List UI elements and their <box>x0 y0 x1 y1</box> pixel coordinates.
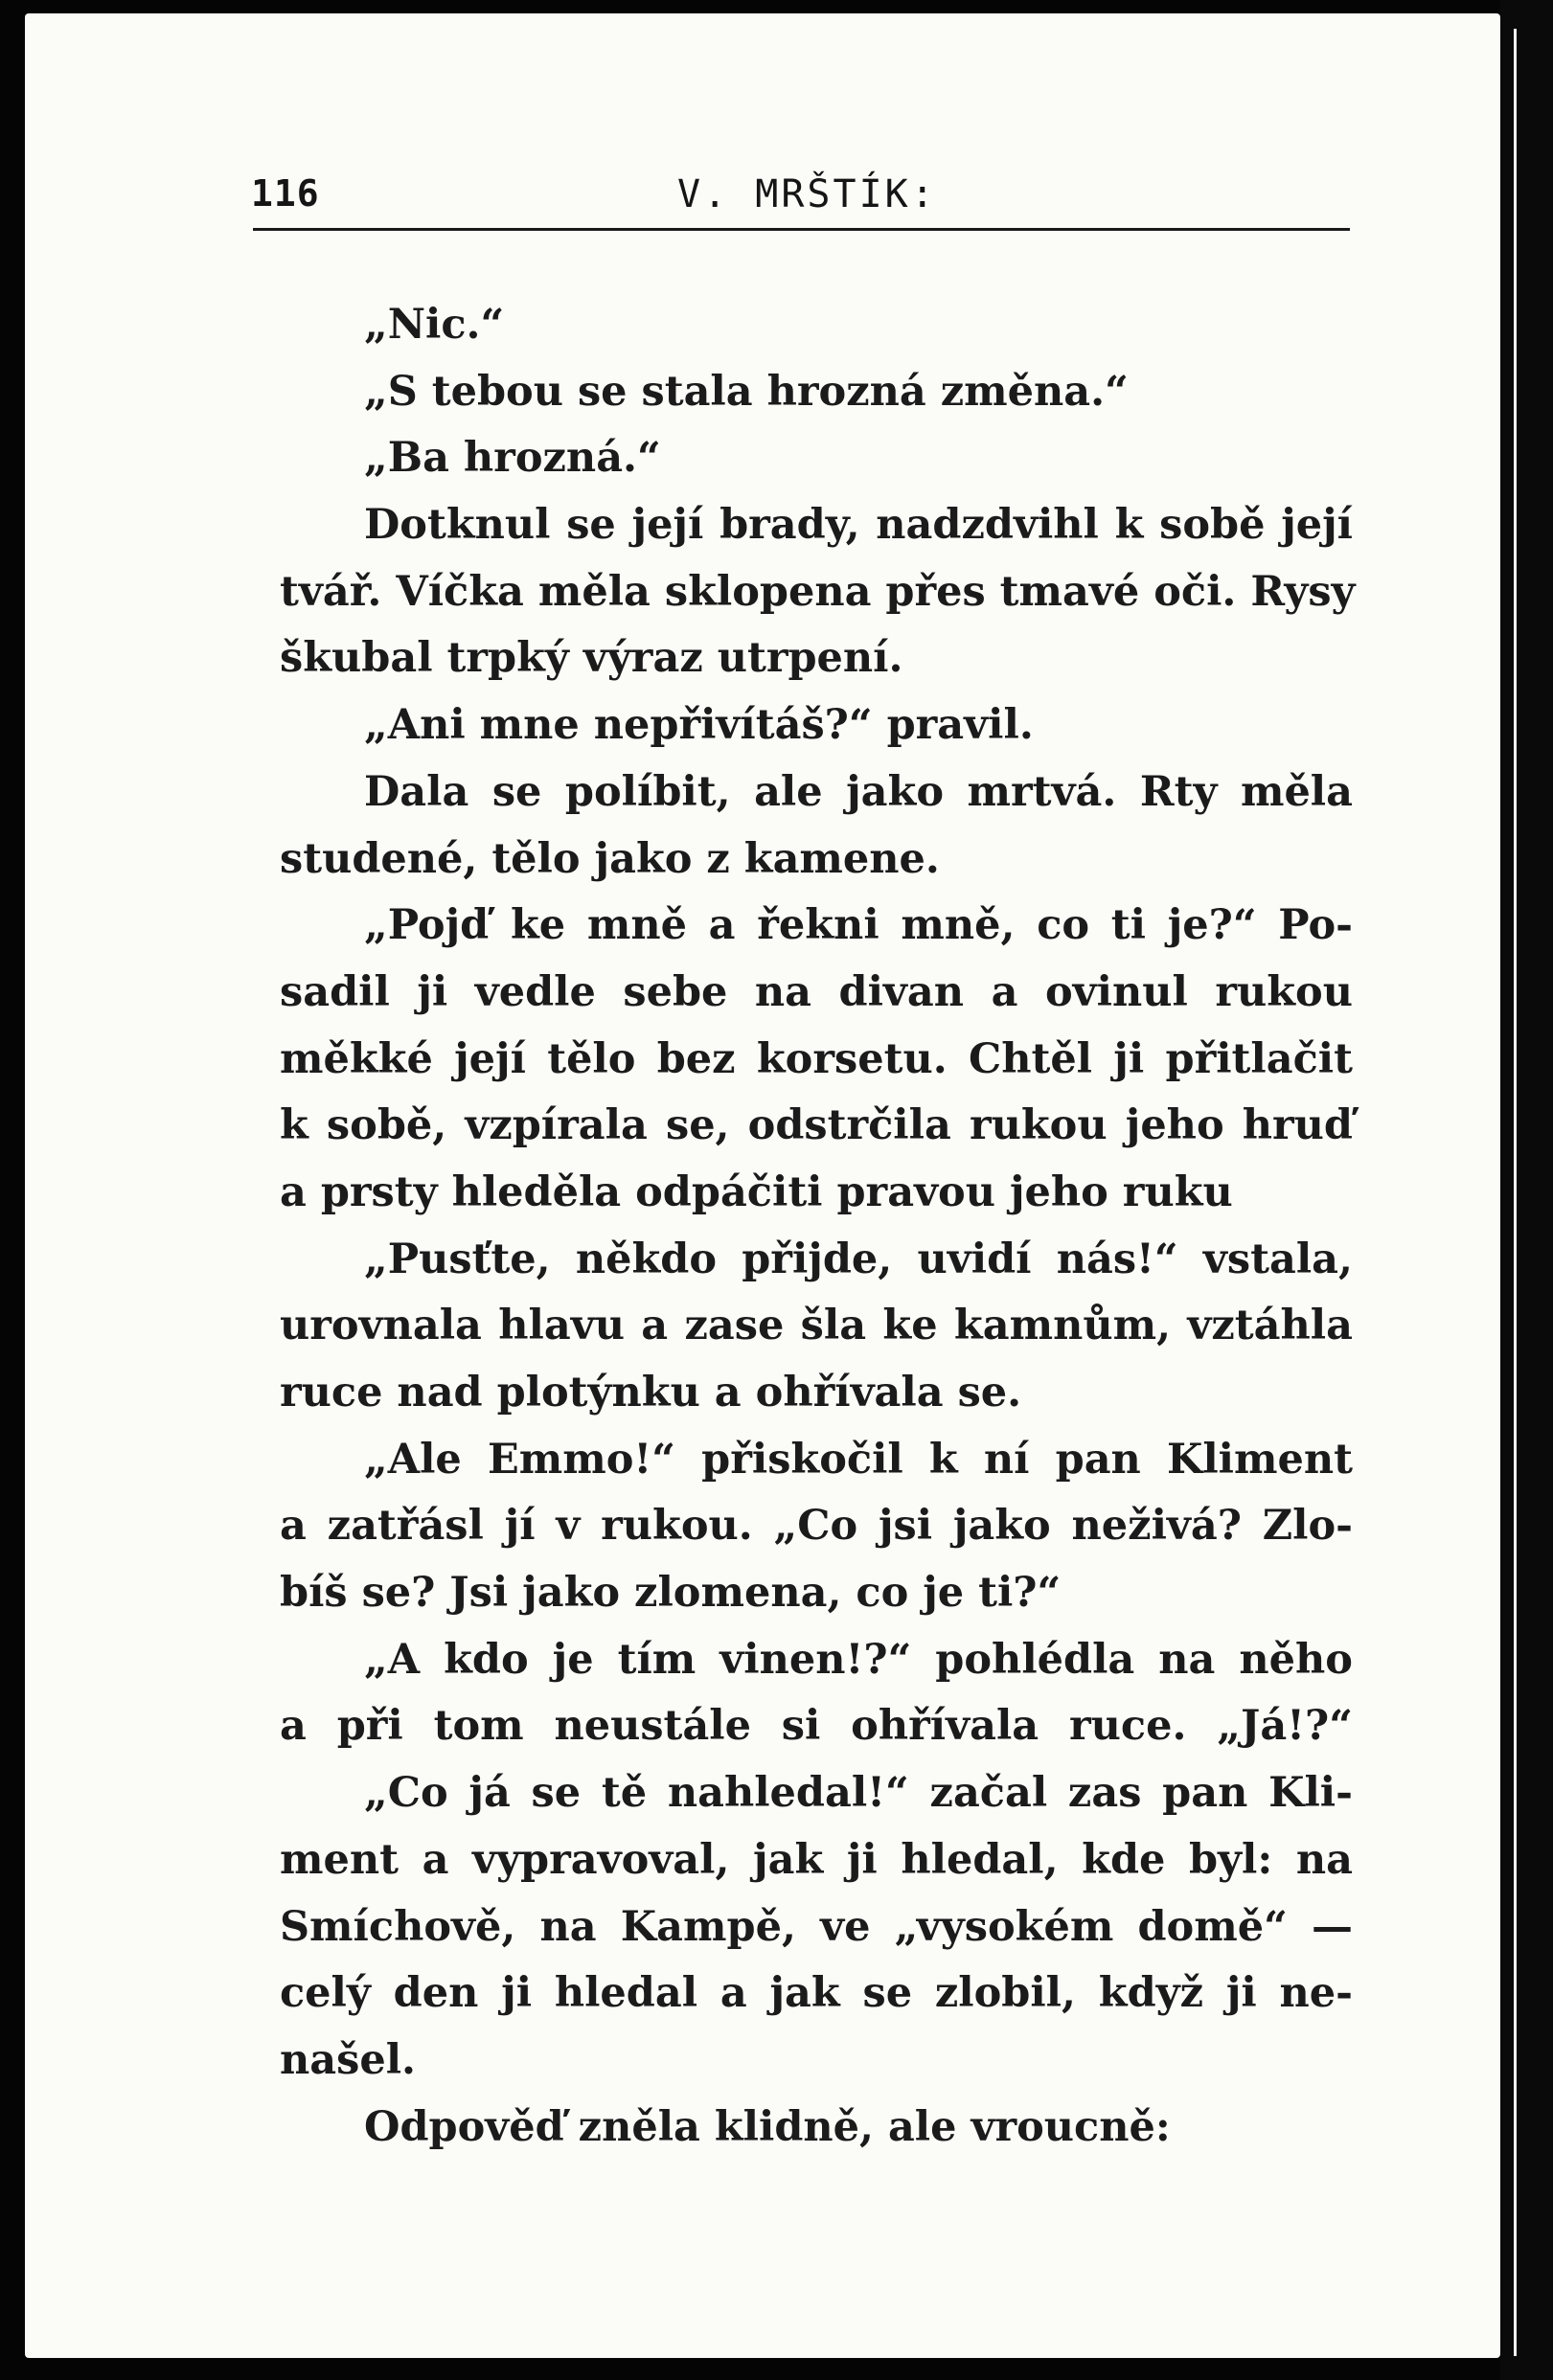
text-line: sadil ji vedle sebe na divan a ovinul rukou <box>280 967 1353 1016</box>
text-line: našel. <box>280 2035 416 2084</box>
text-line: Smíchově, na Kampě, ve „vysokém domě“ — <box>280 1902 1353 1951</box>
text-line: a při tom neustále si ohřívala ruce. „Já!?“ <box>280 1702 1353 1751</box>
text-line: Odpověď zněla klidně, ale vroucně: <box>364 2102 1171 2151</box>
text-line: a prsty hleděla odpáčiti pravou jeho ruku <box>280 1167 1233 1216</box>
text-line: celý den ji hledal a jak se zlobil, když ji ne- <box>280 1969 1353 2018</box>
text-line: studené, tělo jako z kamene. <box>280 834 940 883</box>
page-header <box>251 172 1353 239</box>
text-line: „Ale Emmo!“ přiskočil k ní pan Kliment <box>364 1435 1353 1484</box>
text-line: Dala se políbit, ale jako mrtvá. Rty měla <box>364 767 1353 816</box>
text-line: Dotknul se její brady, nadzdvihl k sobě její <box>364 501 1353 550</box>
text-line: urovnala hlavu a zase šla ke kamnům, vztáhla <box>280 1302 1353 1350</box>
text-line: bíš se? Jsi jako zlomena, co je ti?“ <box>280 1569 1062 1618</box>
running-head: V. MRŠTÍK: <box>677 172 937 216</box>
text-line: tvář. Víčka měla sklopena přes tmavé oči. Rysy <box>280 567 1356 616</box>
text-line: a zatřásl jí v rukou. „Co jsi jako neživá? Zlo- <box>280 1502 1353 1551</box>
text-line: „Co já se tě nahledal!“ začal zas pan Kli- <box>364 1769 1353 1818</box>
text-line: „Pojď ke mně a řekni mně, co ti je?“ Po- <box>364 901 1353 950</box>
text-line: „Ani mne nepřivítáš?“ pravil. <box>364 701 1034 750</box>
text-line: „S tebou se stala hrozná změna.“ <box>364 367 1129 416</box>
text-line: měkké její tělo bez korsetu. Chtěl ji přitlačit <box>280 1034 1353 1083</box>
page-number: 116 <box>251 172 320 215</box>
text-line: ruce nad plotýnku a ohřívala se. <box>280 1369 1022 1417</box>
header-rule <box>253 228 1350 231</box>
text-line: škubal trpký výraz utrpení. <box>280 634 903 683</box>
text-line: „Pusťte, někdo přijde, uvidí nás!“ vstala, <box>364 1235 1353 1283</box>
text-line: ment a vypravoval, jak ji hledal, kde byl: na <box>280 1835 1353 1884</box>
page-edge-line <box>1514 29 1517 2356</box>
text-line: „A kdo je tím vinen!?“ pohlédla na něho <box>364 1635 1353 1684</box>
text-line: „Nic.“ <box>364 301 505 349</box>
body-text <box>280 292 1356 2161</box>
text-line: „Ba hrozná.“ <box>364 434 661 483</box>
scan-edge <box>1500 0 1553 2380</box>
text-line: k sobě, vzpírala se, odstrčila rukou jeho hruď <box>280 1101 1353 1150</box>
